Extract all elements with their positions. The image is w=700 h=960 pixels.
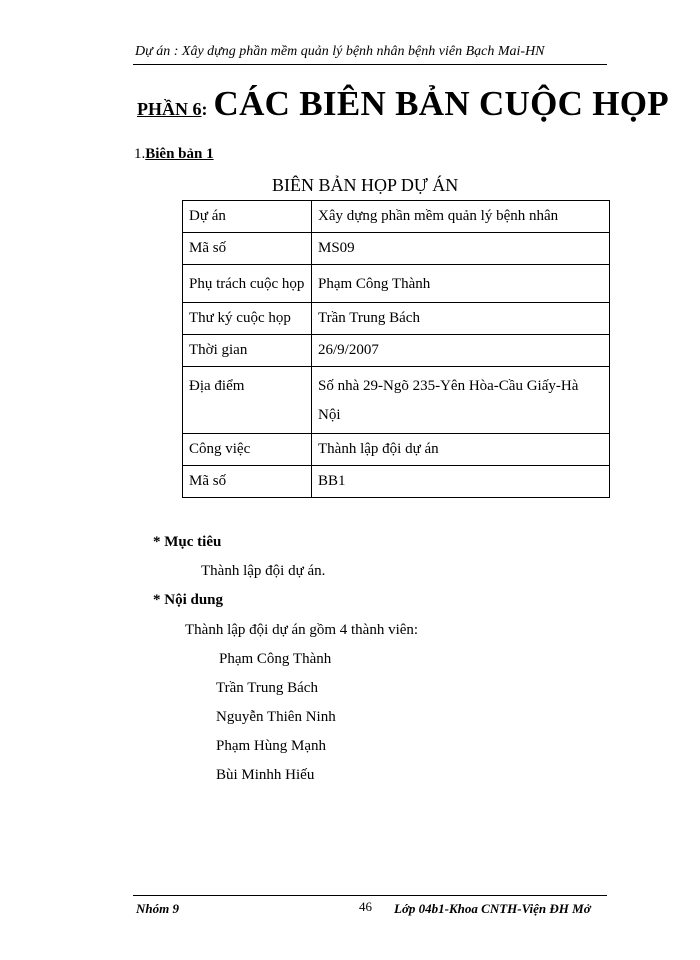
member-item: Nguyễn Thiên Ninh <box>216 709 336 725</box>
part-number: PHẦN 6 <box>137 99 202 119</box>
section-heading <box>134 146 214 163</box>
member-item: Trần Trung Bách <box>216 680 318 696</box>
footer-rule <box>133 895 607 896</box>
table-row <box>183 233 610 265</box>
table-row <box>183 335 610 367</box>
part-heading: CÁC BIÊN BẢN CUỘC HỌP <box>213 84 669 123</box>
part-colon: : <box>201 99 208 119</box>
table-row <box>183 303 610 335</box>
meeting-info-table <box>182 200 610 498</box>
row-label: Thời gian <box>183 335 312 367</box>
row-value: Phạm Công Thành <box>312 265 610 303</box>
member-item: Phạm Hùng Mạnh <box>216 738 326 754</box>
section-number: 1. <box>134 146 146 162</box>
footer-class: Lớp 04b1-Khoa CNTH-Viện ĐH Mở <box>394 901 591 916</box>
row-label: Thư ký cuộc họp <box>183 303 312 335</box>
header-rule <box>133 64 607 65</box>
objective-heading: * Mục tiêu <box>153 534 222 550</box>
row-value: Số nhà 29-Ngõ 235-Yên Hòa-Cầu Giấy-Hà Nội <box>312 367 610 434</box>
part-title <box>137 84 669 124</box>
content-heading: * Nội dung <box>153 592 224 608</box>
row-label: Mã số <box>183 466 312 498</box>
row-label: Công việc <box>183 434 312 466</box>
row-value: 26/9/2007 <box>312 335 610 367</box>
row-label: Mã số <box>183 233 312 265</box>
table-row <box>183 367 610 434</box>
table-row <box>183 434 610 466</box>
content-intro: Thành lập đội dự án gồm 4 thành viên: <box>185 622 419 638</box>
row-value: Thành lập đội dự án <box>312 434 610 466</box>
table-row <box>183 201 610 233</box>
row-label: Phụ trách cuộc họp <box>183 265 312 303</box>
table-row <box>183 466 610 498</box>
row-value: Trần Trung Bách <box>312 303 610 335</box>
row-label: Dự án <box>183 201 312 233</box>
row-value: BB1 <box>312 466 610 498</box>
table-row <box>183 265 610 303</box>
row-label: Địa điểm <box>183 367 312 434</box>
objective-text: Thành lập đội dự án. <box>201 563 326 579</box>
row-value: MS09 <box>312 233 610 265</box>
row-value: Xây dựng phần mềm quản lý bệnh nhân <box>312 201 610 233</box>
footer-group: Nhóm 9 <box>136 901 179 916</box>
section-label: Biên bản 1 <box>145 146 214 162</box>
document-title: BIÊN BẢN HỌP DỰ ÁN <box>272 175 459 195</box>
member-item: Bùi Minhh Hiếu <box>216 767 315 783</box>
running-header: Dự án : Xây dựng phần mềm quản lý bệnh nhân bệnh viên Bạch Mai-HN <box>135 44 545 59</box>
member-item: Phạm Công Thành <box>219 651 332 667</box>
page-number: 46 <box>359 899 372 914</box>
